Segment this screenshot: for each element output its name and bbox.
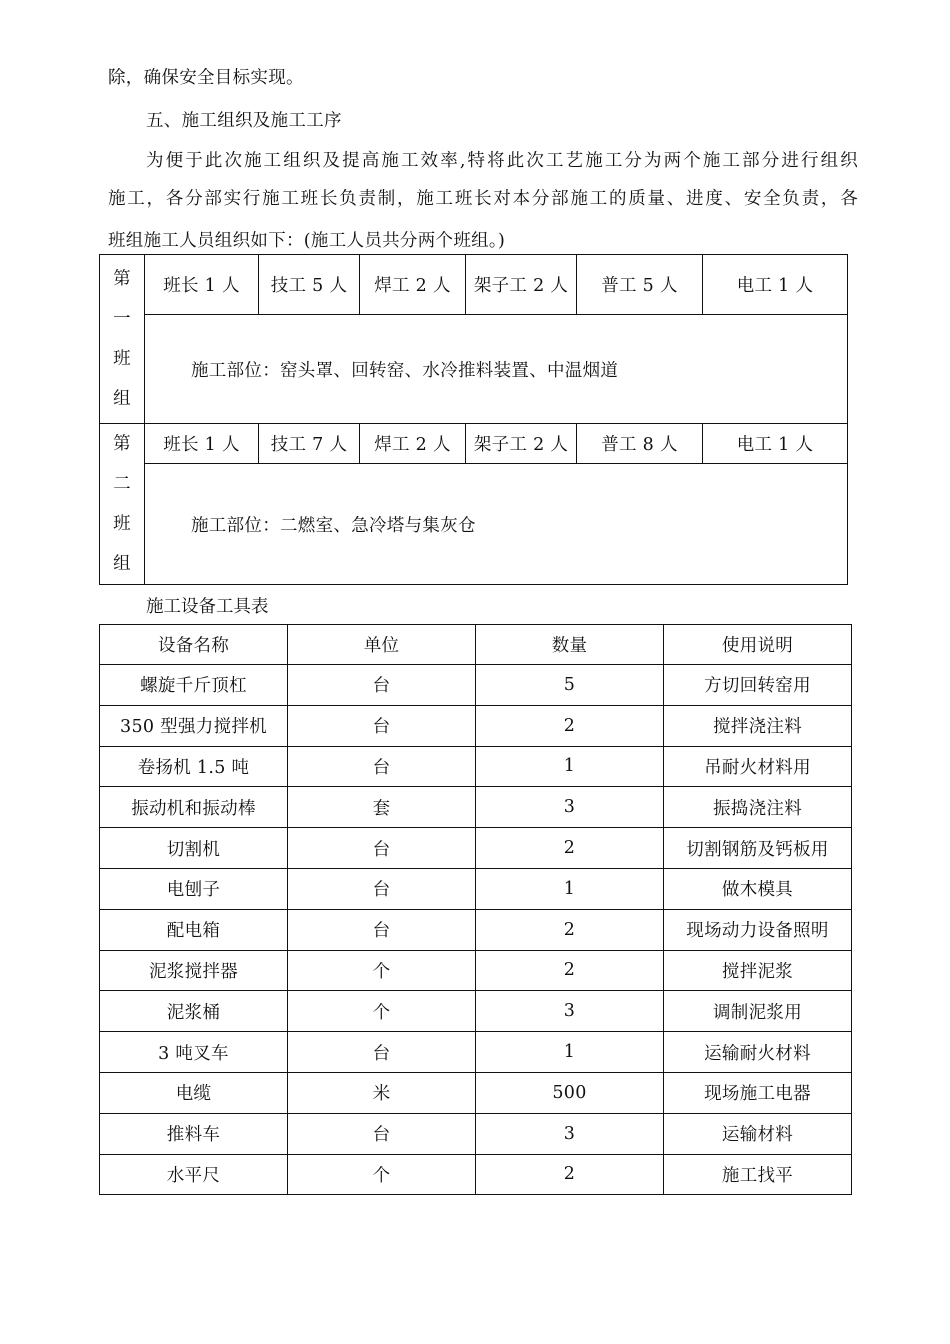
cell-unit: 台 <box>288 665 476 706</box>
cell-quantity: 2 <box>476 909 664 950</box>
team-2-leader: 班长 1 人 <box>145 424 259 464</box>
team-1-technician: 技工 5 人 <box>259 255 360 315</box>
paragraph-line-3: 班组施工人员组织如下：(施工人员共分两个班组。) <box>108 231 506 251</box>
team-2-welder: 焊工 2 人 <box>360 424 466 464</box>
cell-equipment-name: 卷扬机 1.5 吨 <box>100 746 288 787</box>
cell-quantity: 2 <box>476 950 664 991</box>
cell-equipment-name: 水平尺 <box>100 1154 288 1195</box>
cell-equipment-name: 配电箱 <box>100 909 288 950</box>
paragraph-intro-end: 除，确保安全目标实现。 <box>108 68 304 88</box>
cell-unit: 个 <box>288 950 476 991</box>
equipment-table <box>99 624 852 1195</box>
table-row <box>100 705 852 746</box>
cell-unit: 套 <box>288 787 476 828</box>
header-usage: 使用说明 <box>664 625 852 665</box>
team-2-laborer: 普工 8 人 <box>577 424 703 464</box>
cell-quantity: 5 <box>476 665 664 706</box>
cell-equipment-name: 螺旋千斤顶杠 <box>100 665 288 706</box>
team-2-scaffolder: 架子工 2 人 <box>466 424 577 464</box>
cell-equipment-name: 350 型强力搅拌机 <box>100 705 288 746</box>
table-row <box>100 665 852 706</box>
cell-unit: 台 <box>288 746 476 787</box>
cell-usage: 现场动力设备照明 <box>664 909 852 950</box>
cell-equipment-name: 电刨子 <box>100 868 288 909</box>
cell-quantity: 3 <box>476 991 664 1032</box>
cell-usage: 运输材料 <box>664 1113 852 1154</box>
cell-unit: 台 <box>288 828 476 869</box>
cell-equipment-name: 3 吨叉车 <box>100 1032 288 1073</box>
cell-quantity: 2 <box>476 828 664 869</box>
header-unit: 单位 <box>288 625 476 665</box>
table-row <box>100 1072 852 1113</box>
table-row <box>100 1032 852 1073</box>
cell-equipment-name: 振动机和振动棒 <box>100 787 288 828</box>
section-heading: 五、施工组织及施工工序 <box>146 111 342 131</box>
paragraph-line-2: 施工，各分部实行施工班长负责制，施工班长对本分部施工的质量、进度、安全负责，各 <box>108 189 858 209</box>
table-row <box>100 1113 852 1154</box>
team-2-electrician: 电工 1 人 <box>703 424 848 464</box>
cell-quantity: 1 <box>476 868 664 909</box>
cell-unit: 个 <box>288 1154 476 1195</box>
cell-equipment-name: 泥浆搅拌器 <box>100 950 288 991</box>
cell-equipment-name: 电缆 <box>100 1072 288 1113</box>
equipment-table-caption: 施工设备工具表 <box>146 597 269 617</box>
cell-unit: 个 <box>288 991 476 1032</box>
table-row <box>100 991 852 1032</box>
cell-quantity: 3 <box>476 1113 664 1154</box>
cell-usage: 吊耐火材料用 <box>664 746 852 787</box>
table-row <box>100 746 852 787</box>
cell-quantity: 1 <box>476 746 664 787</box>
team-1-electrician: 电工 1 人 <box>703 255 848 315</box>
team-1-label: 第 一 班 组 <box>100 255 145 424</box>
cell-unit: 台 <box>288 1113 476 1154</box>
paragraph-line-1: 为便于此次施工组织及提高施工效率,特将此次工艺施工分为两个施工部分进行组织 <box>146 151 858 171</box>
team-1-site: 施工部位：窑头罩、回转窑、水冷推料装置、中温烟道 <box>145 315 848 424</box>
cell-usage: 施工找平 <box>664 1154 852 1195</box>
table-row <box>100 909 852 950</box>
cell-usage: 方切回转窑用 <box>664 665 852 706</box>
cell-usage: 运输耐火材料 <box>664 1032 852 1073</box>
team-1-laborer: 普工 5 人 <box>577 255 703 315</box>
cell-usage: 振捣浇注料 <box>664 787 852 828</box>
cell-unit: 台 <box>288 705 476 746</box>
table-row <box>100 787 852 828</box>
cell-quantity: 2 <box>476 1154 664 1195</box>
team-1-leader: 班长 1 人 <box>145 255 259 315</box>
cell-quantity: 1 <box>476 1032 664 1073</box>
cell-unit: 台 <box>288 868 476 909</box>
cell-equipment-name: 推料车 <box>100 1113 288 1154</box>
cell-usage: 搅拌泥浆 <box>664 950 852 991</box>
cell-unit: 台 <box>288 909 476 950</box>
team-2-technician: 技工 7 人 <box>259 424 360 464</box>
cell-usage: 切割钢筋及钙板用 <box>664 828 852 869</box>
table-row <box>100 828 852 869</box>
team-1-scaffolder: 架子工 2 人 <box>466 255 577 315</box>
header-equipment-name: 设备名称 <box>100 625 288 665</box>
cell-usage: 搅拌浇注料 <box>664 705 852 746</box>
cell-quantity: 500 <box>476 1072 664 1113</box>
team-2-site: 施工部位：二燃室、急冷塔与集灰仓 <box>145 464 848 585</box>
table-row <box>100 868 852 909</box>
cell-equipment-name: 泥浆桶 <box>100 991 288 1032</box>
cell-quantity: 2 <box>476 705 664 746</box>
team-1-welder: 焊工 2 人 <box>360 255 466 315</box>
table-row <box>100 1154 852 1195</box>
table-row <box>100 950 852 991</box>
equipment-header-row <box>100 625 852 665</box>
cell-unit: 台 <box>288 1032 476 1073</box>
header-quantity: 数量 <box>476 625 664 665</box>
cell-usage: 现场施工电器 <box>664 1072 852 1113</box>
cell-unit: 米 <box>288 1072 476 1113</box>
team-1-staff-row <box>100 255 848 315</box>
team-table <box>99 254 848 585</box>
team-2-staff-row <box>100 424 848 464</box>
cell-usage: 做木模具 <box>664 868 852 909</box>
cell-quantity: 3 <box>476 787 664 828</box>
cell-usage: 调制泥浆用 <box>664 991 852 1032</box>
team-2-label: 第 二 班 组 <box>100 424 145 585</box>
cell-equipment-name: 切割机 <box>100 828 288 869</box>
